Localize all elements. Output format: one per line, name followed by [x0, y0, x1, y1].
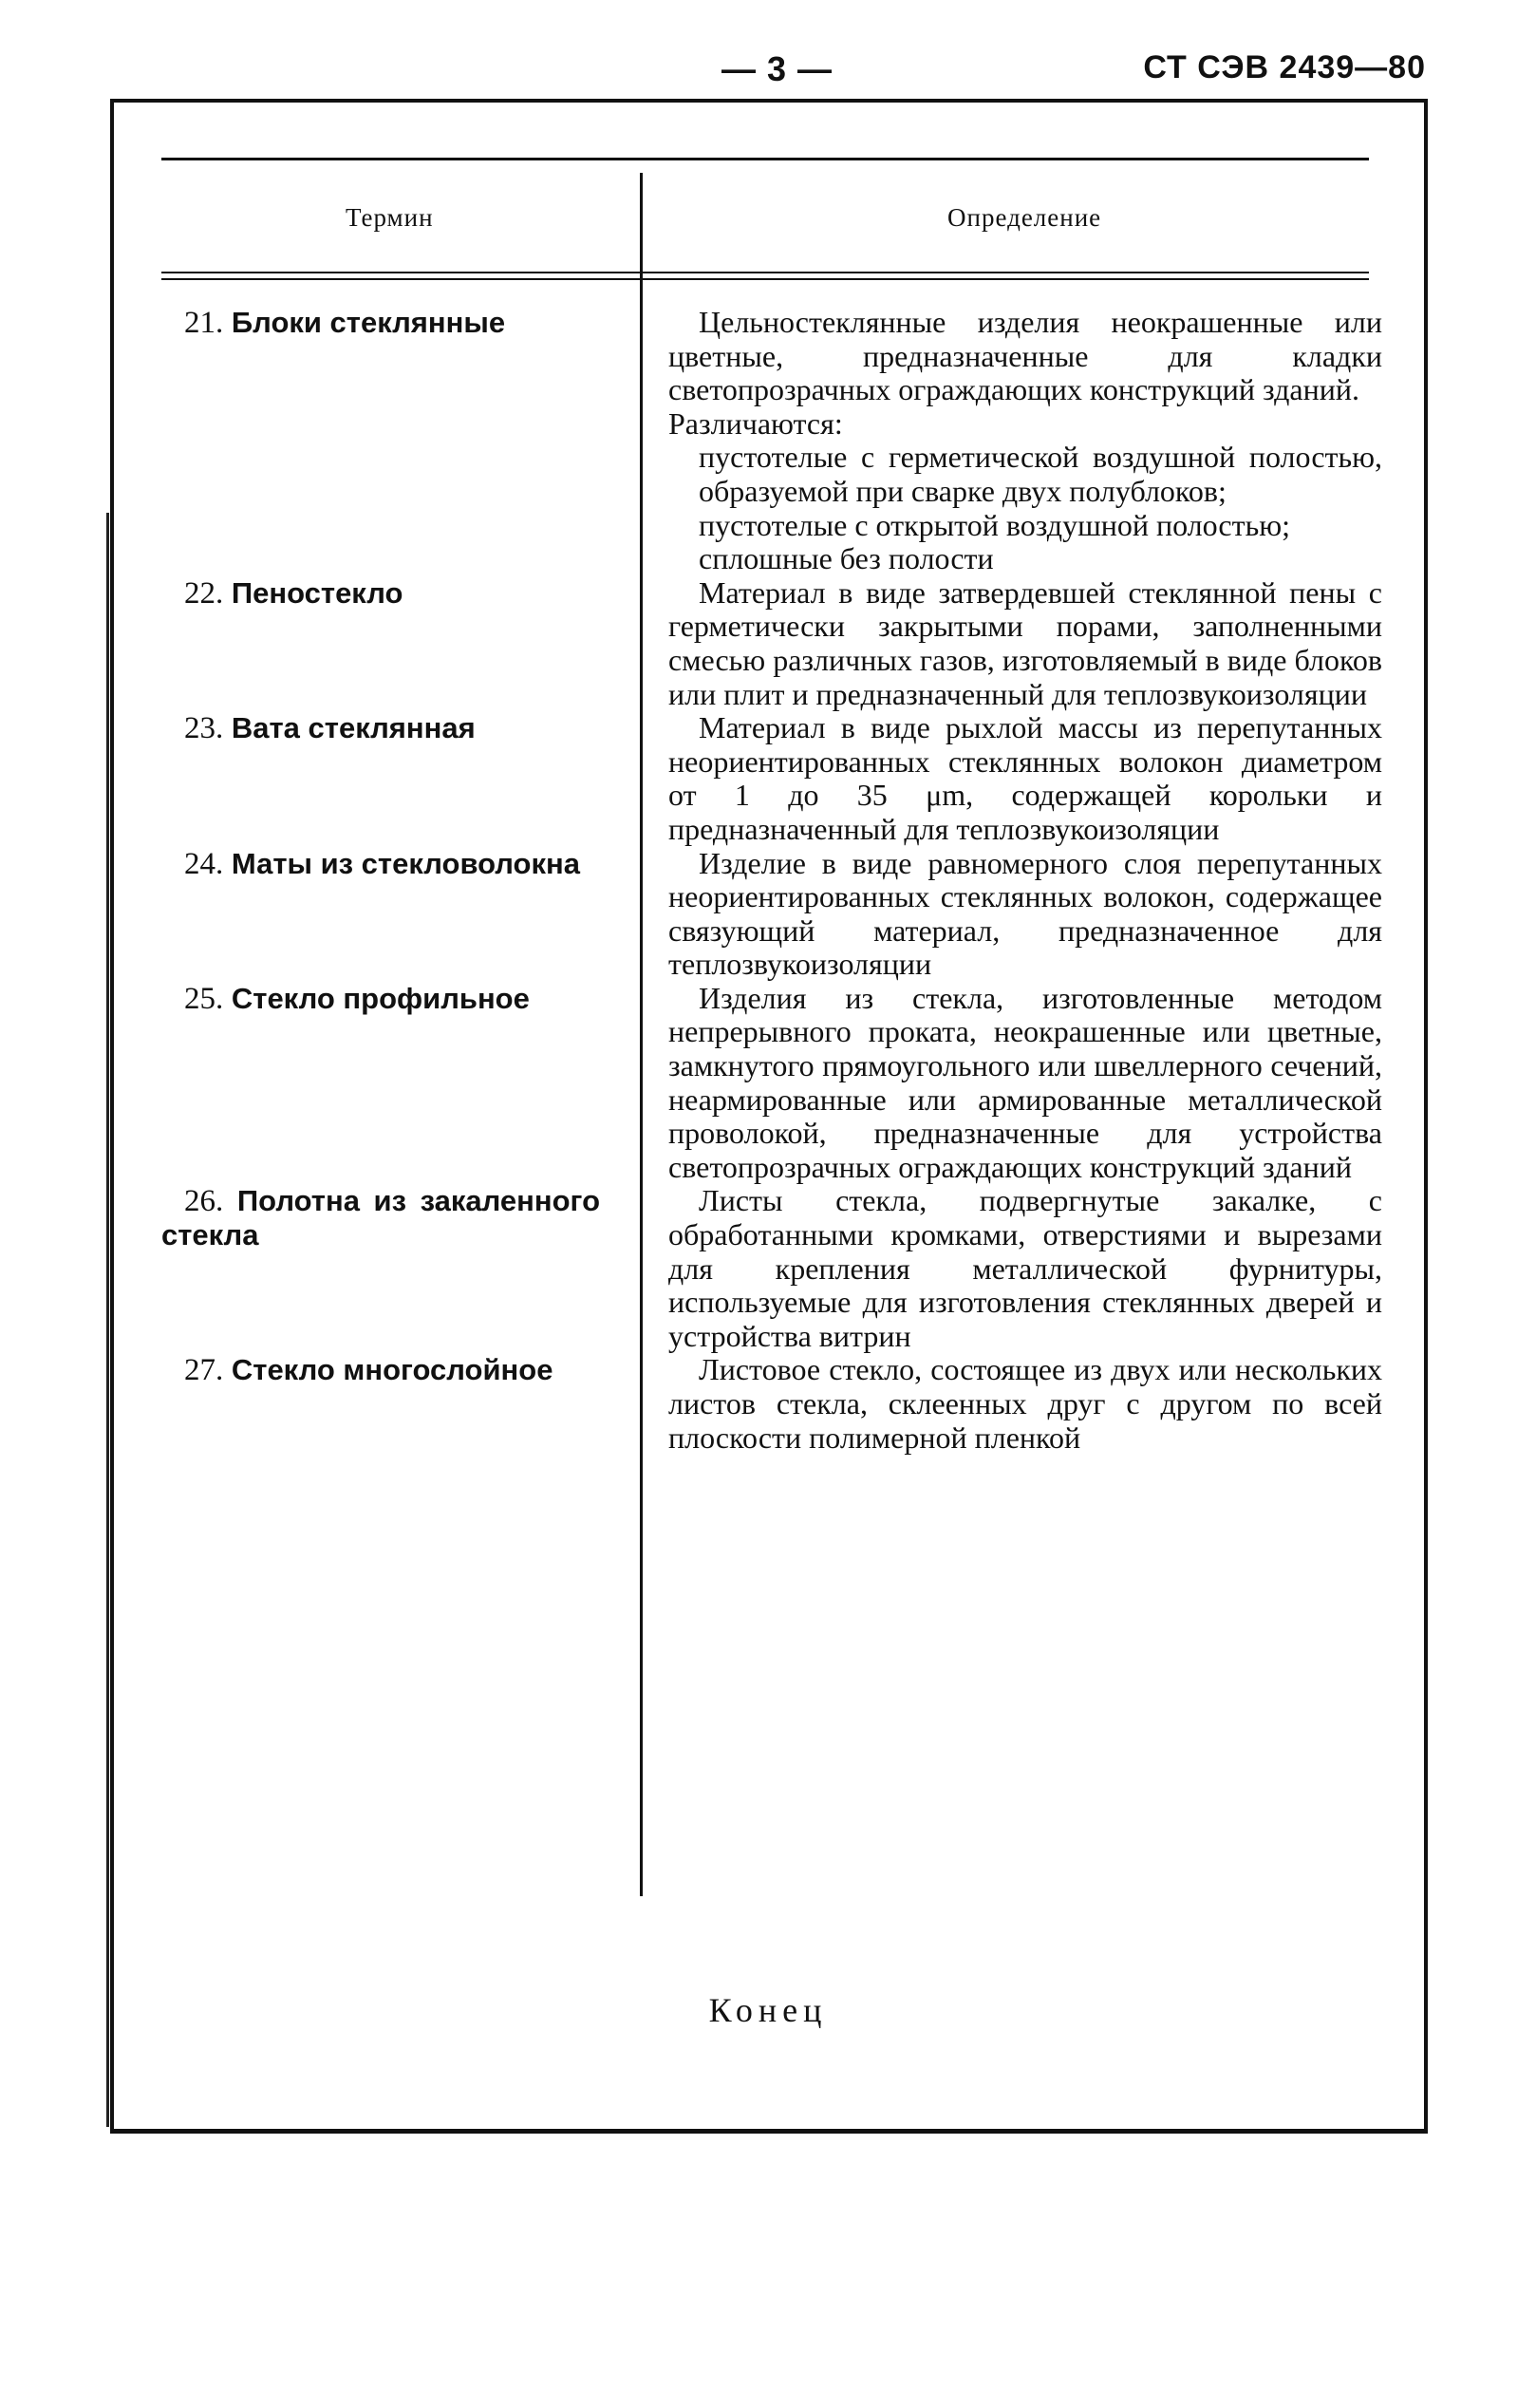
- term-name: Полотна из закаленного стекла: [161, 1184, 600, 1252]
- terms-table-body: [0, 306, 1536, 1455]
- table-header-rule: [161, 272, 1369, 273]
- table-row-26: [0, 1184, 1536, 1353]
- table-row-24: [0, 847, 1536, 982]
- definition-text: Изделия из стекла, изготовленные методом непрерывного проката, неокрашенные или цветные, замкнутого прямоугольного или швеллерного сечений, неармированные или армированные металлической проволокой, предназначенные для устройства светопрозрачных ограждающих конструкций зданий: [668, 980, 1382, 1184]
- definition-text: Листы стекла, подвергнутые закалке, с обработанными кромками, отверстиями и вырезами для крепления металлической фурнитуры, используемые для изготовления стеклянных дверей и устройства витрин: [668, 1183, 1382, 1353]
- definition-cell: [668, 711, 1382, 846]
- definition-text: Изделие в виде равномерного слоя перепутанных неориентированных стеклянных волокон, содержащее связующий материал, предназначенное для теплозвукоизоляции: [668, 845, 1382, 982]
- definition-cell: [668, 576, 1382, 711]
- definition-sub-label: Различаются:: [668, 405, 843, 441]
- term-number: 23.: [184, 711, 224, 746]
- column-header-term: Термин: [346, 203, 434, 232]
- table-header-rule-double: [161, 278, 1369, 280]
- term-number: 22.: [184, 575, 224, 611]
- term-name: Стекло многослойное: [231, 1353, 553, 1387]
- definition-cell: [668, 1353, 1382, 1455]
- definition-text: Цельностеклянные изделия неокрашенные или цветные, предназначенные для кладки светопрозрачных ограждающих конструкций зданий.: [668, 305, 1382, 407]
- term-name: Маты из стекловолокна: [231, 846, 580, 880]
- term-cell: [161, 576, 613, 711]
- table-row-25: [0, 982, 1536, 1185]
- definition-sub-item: пустотелые с открытой воздушной полостью;: [699, 507, 1290, 542]
- definition-sub-item: сплошные без полости: [699, 541, 994, 576]
- term-cell: [161, 1184, 613, 1353]
- standard-code: СТ СЭВ 2439—80: [1143, 49, 1426, 85]
- term-name: Вата стеклянная: [231, 711, 476, 745]
- definition-cell: [668, 1184, 1382, 1353]
- term-cell: [161, 1353, 613, 1455]
- frame-bottom-border: [112, 2129, 1428, 2134]
- frame-top-border: [112, 99, 1428, 103]
- definition-cell: [668, 306, 1382, 576]
- definition-text: Материал в виде затвердевшей стеклянной пены с герметически закрытыми порами, заполненными смесью различных газов, изготовляемый в виде блоков или плит и предназначенный для теплозвукоизоляции: [668, 574, 1382, 711]
- table-row-21: [0, 306, 1536, 576]
- definition-cell: [668, 847, 1382, 982]
- term-name: Стекло профильное: [231, 981, 530, 1015]
- term-number: 21.: [184, 306, 224, 340]
- term-cell: [161, 982, 613, 1185]
- definition-text: Материал в виде рыхлой массы из перепутанных неориентированных стеклянных волокон диаметром от 1 до 35 μm, содержащей корольки и предназначенный для теплозвукоизоляции: [668, 710, 1382, 846]
- column-header-definition: Определение: [947, 203, 1102, 232]
- term-number: 27.: [184, 1353, 224, 1388]
- table-row-27: [0, 1353, 1536, 1455]
- definition-sub-item: пустотелые с герметической воздушной полостью, образуемой при сварке двух полублоков;: [699, 440, 1382, 508]
- table-top-rule: [161, 158, 1369, 160]
- term-cell: [161, 306, 613, 576]
- definition-text: Листовое стекло, состоящее из двух или нескольких листов стекла, склеенных друг с другом по всей плоскости полимерной пленкой: [668, 1352, 1382, 1455]
- end-marker: Конец: [708, 1991, 828, 2029]
- page-header: [0, 49, 1536, 106]
- term-name: Блоки стеклянные: [231, 306, 506, 339]
- term-number: 26.: [184, 1184, 224, 1219]
- term-name: Пеностекло: [231, 575, 403, 610]
- term-cell: [161, 847, 613, 982]
- term-cell: [161, 711, 613, 846]
- page-number: — 3 —: [721, 49, 834, 88]
- term-number: 24.: [184, 846, 224, 881]
- table-row-23: [0, 711, 1536, 846]
- table-row-22: [0, 576, 1536, 711]
- term-number: 25.: [184, 981, 224, 1016]
- definition-cell: [668, 982, 1382, 1185]
